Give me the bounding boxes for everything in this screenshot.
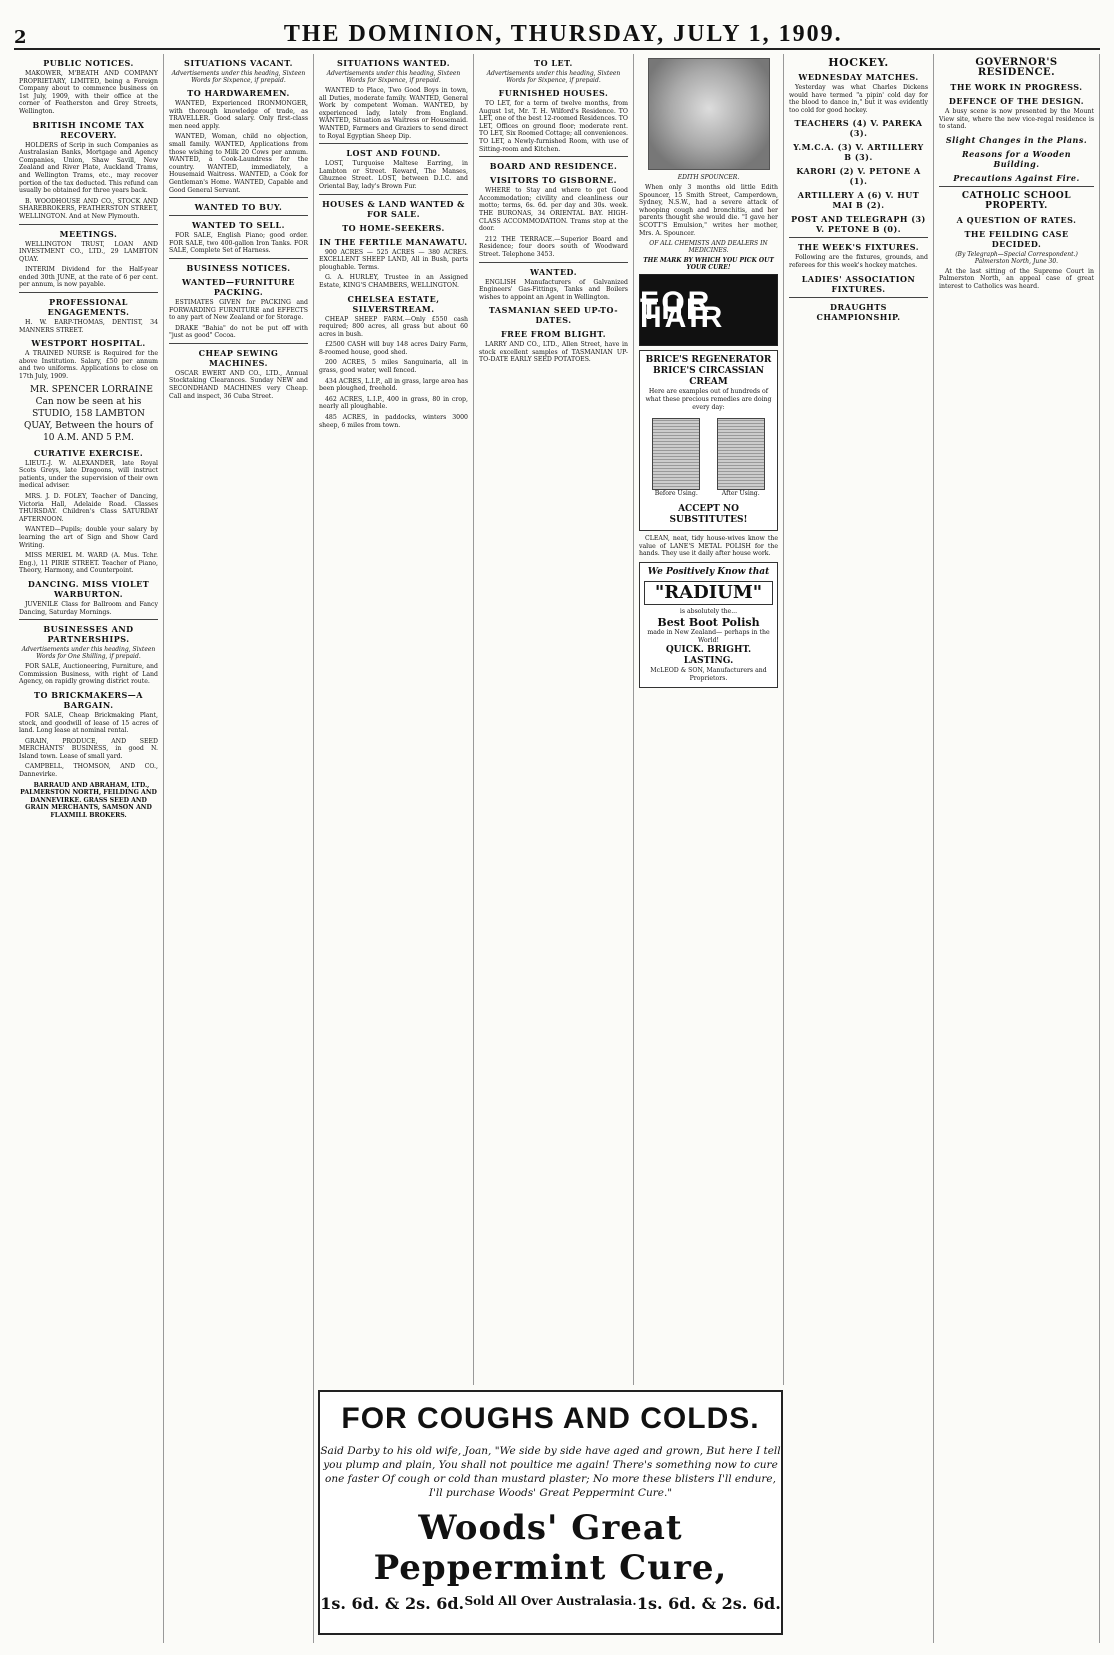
brice-sub: Here are examples out of hundreds of what these precious remedies are doing every day: — [645, 388, 772, 412]
brice-circassian: BRICE'S CIRCASSIAN CREAM — [653, 366, 764, 388]
heading-draughts: DRAUGHTS CHAMPIONSHIP. — [816, 301, 901, 322]
for-the-hair-banner: FOR THE HAIR — [639, 274, 778, 346]
before-face — [652, 418, 700, 490]
radium-line3: is absolutely the... — [679, 607, 738, 615]
heading-sewing: CHEAP SEWING MACHINES. — [198, 347, 279, 368]
heading-professional: PROFESSIONAL ENGAGEMENTS. — [47, 297, 130, 318]
heading-furnished: FURNISHED HOUSES. — [498, 88, 609, 98]
notice-acres: 900 ACRES — 525 ACRES — 380 ACRES. EXCELLENT SHEEP LAND, All in Bush, parts ploughable. Terms. — [319, 248, 468, 271]
price-right: 1s. 6d. & 2s. 6d. — [636, 1594, 781, 1613]
match-5: POST AND TELEGRAPH (3) V. PETONE B (0). — [791, 214, 926, 235]
notice-oscar: OSCAR EWERT AND CO., LTD., Annual Stocktaking Clearances. Sunday NEW and SECONDHAND MACHINES very Cheap. Call and inspect, 36 Cuba Street. — [169, 369, 308, 400]
heading-fixtures: THE WEEK'S FIXTURES. — [797, 242, 920, 253]
sold-all-over: Sold All Over Australasia. — [464, 1594, 637, 1608]
heading-visitors: VISITORS TO GISBORNE. — [490, 175, 617, 186]
column-adverts — [634, 54, 784, 1385]
column-public-notices — [14, 54, 164, 1643]
heading-defence: DEFENCE OF THE DESIGN. — [948, 96, 1085, 106]
heading-chelsea: CHELSEA ESTATE, SILVERSTREAM. — [347, 293, 440, 314]
heading-meetings: MEETINGS. — [59, 228, 118, 239]
edith-photo — [648, 58, 770, 170]
match-2: Y.M.C.A. (3) V. ARTILLERY B (3). — [793, 142, 924, 163]
scott-tag: OF ALL CHEMISTS AND DEALERS IN MEDICINES. — [649, 240, 768, 255]
heading-houses: HOUSES & LAND WANTED & FOR SALE. — [322, 198, 465, 219]
column-to-let — [474, 54, 634, 1385]
heading-homeseekers: TO HOME-SEEKERS. — [342, 222, 445, 233]
radium-ad — [639, 562, 778, 688]
heading-rates: A QUESTION OF RATES. — [956, 214, 1077, 225]
notice-wellington-trust: WELLINGTON TRUST, LOAN AND INVESTMENT CO., LTD., 29 LAMBTON QUAY. — [19, 240, 158, 263]
heading-lost-found: LOST AND FOUND. — [346, 148, 441, 159]
heading-wanted: WANTED. — [530, 266, 577, 277]
notice-dentist: H. W. EARP-THOMAS, DENTIST, 34 MANNERS STREET. — [19, 319, 158, 334]
business-sub: Advertisements under this heading, Sixteen Words for One Shilling, if prepaid. — [21, 646, 156, 661]
notice-brick: FOR SALE, Cheap Brickmaking Plant, stock, and goodwill of lease of 15 acres of land. Long lease at nominal rental. — [19, 711, 158, 735]
brice-ad — [639, 350, 778, 531]
notice-board: WHERE to Stay and where to get Good Accommodation; civility and cleanliness our motto; terms, 6s. 6d. per day and 30s. week. THE BURONAS, 34 ORIENTAL BAY. HIGH-CLASS ACCOMMODATION. Trams stop at the door. — [479, 187, 628, 233]
notice-grain: GRAIN, PRODUCE, AND SEED MERCHANTS' BUSINESS, in good N. Island town. Lease of small yard. — [19, 737, 158, 760]
notice-hurley: G. A. HURLEY, Trustee in an Assigned Estate, KING'S CHAMBERS, WELLINGTON. — [319, 274, 468, 289]
column-situations-wanted — [314, 54, 474, 1385]
heading-westport: WESTPORT HOSPITAL. — [31, 338, 146, 349]
accept-no-subs: ACCEPT NO SUBSTITUTES! — [669, 504, 748, 526]
notice-462: 462 ACRES, L.I.P., 400 in grass, 80 in crop, nearly all ploughable. — [319, 395, 468, 411]
heading-catholic: CATHOLIC SCHOOL PROPERTY. — [961, 190, 1072, 211]
heading-brickmakers: TO BRICKMAKERS—A BARGAIN. — [34, 689, 143, 710]
woods-brand: Woods' Great Peppermint Cure, — [373, 1508, 728, 1588]
notice-ironmonger: WANTED, Experienced IRONMONGER, with thorough knowledge of trade, as TRAVELLER. Good salary. Only first-class men need apply. — [169, 100, 308, 130]
notice-485: 485 ACRES, in paddocks, winters 3000 sheep, 6 miles from town. — [319, 414, 468, 429]
rates-text: At the last sitting of the Supreme Court in Palmerston North, an appeal case of great interest to Catholics was heard. — [939, 267, 1094, 290]
heading-furniture: WANTED—FURNITURE PACKING. — [181, 276, 295, 297]
coughs-title: FOR COUGHS AND COLDS. — [341, 1402, 760, 1435]
correspondent-line: (By Telegraph—Special Correspondent.) Palmerston North, June 30. — [955, 250, 1078, 265]
notice-wanted-list: WANTED, Woman, child no objection, small family. WANTED, Applications from those wishing to Milk 20 Cows per annum. WANTED, a Cook-Laundress for the country. WANTED, immediately, a Housemaid Waitress. WANTED, a Cook for Gentleman's Home. WANTED, Capable and Good General Servant. — [169, 133, 308, 194]
masthead-title: THE DOMINION, THURSDAY, JULY 1, 1909. — [283, 21, 843, 47]
before-label: Before Using. — [654, 490, 698, 498]
radium-line5: made in New Zealand— perhaps in the World! — [647, 628, 770, 644]
heading-reasons: Reasons for a Wooden Building. — [961, 148, 1072, 169]
notice-for-sale: FOR SALE, Auctioneering, Furniture, and Commission Business, with right of Land Agency, on rapidly growing district route. — [19, 663, 158, 686]
notice-434: 434 ACRES, L.I.P., all in grass, large area has been ploughed, freehold. — [319, 377, 468, 393]
fixtures-text: Following are the fixtures, grounds, and referees for this week's hockey matches. — [789, 254, 928, 269]
page-number: 2 — [14, 27, 27, 48]
notice-makower: MAKOWER, M'BEATH AND COMPANY PROPRIETARY, LIMITED, being a Foreign Company about to commence business on 1st July, 1909, with their office at the corner of Featherston and Grey Streets, Wellington. — [19, 70, 158, 115]
notice-interim: INTERIM Dividend for the Half-year ended 30th JUNE, at the rate of 6 per cent. per annum, is now payable. — [19, 266, 158, 289]
notice-baldrick: DRAKE "Bahia" do not be put off with "just as good" Cocoa. — [169, 324, 308, 340]
heading-situations-vacant: SITUATIONS VACANT. — [184, 58, 293, 68]
heading-situations-wanted: SITUATIONS WANTED. — [337, 58, 450, 68]
lanes-ad: CLEAN, neat, tidy house-wives know the value of LANE'S METAL POLISH for the hands. They use it daily after house work. — [639, 535, 778, 558]
notice-2500: £2500 CASH will buy 148 acres Dairy Farm, 8-roomed house, good shed. — [319, 341, 468, 356]
notice-lost: LOST, Turquoise Maltese Earring, in Lambton or Street. Reward, The Manses, Ghuznee Street. LOST, between D.I.C. and Oriental Bay, lady's Brown Fur. — [319, 160, 468, 190]
heading-public-notices: PUBLIC NOTICES. — [43, 58, 134, 68]
scott-mark: THE MARK BY WHICH YOU PICK OUT YOUR CURE! — [643, 257, 774, 272]
heading-progress: THE WORK IN PROGRESS. — [950, 82, 1083, 92]
radium-name: "RADIUM" — [644, 581, 773, 605]
column-situations-vacant — [164, 54, 314, 1643]
let-sub: Advertisements under this heading, Sixteen Words for Sixpence, if prepaid. — [486, 70, 621, 84]
heading-businesses: BUSINESSES AND PARTNERSHIPS. — [43, 624, 134, 645]
notice-sell: FOR SALE, English Piano; good order. FOR SALE, two 400-gallon Iron Tanks. FOR SALE, Complete Set of Harness. — [169, 232, 308, 255]
heading-board: BOARD AND RESIDENCE. — [489, 161, 618, 172]
heading-to-let: TO LET. — [534, 58, 573, 68]
price-left: 1s. 6d. & 2s. 6d. — [320, 1594, 465, 1613]
heading-hardwaremen: TO HARDWAREMEN. — [187, 88, 290, 98]
notice-foley: MRS. J. D. FOLEY, Teacher of Dancing, Victoria Hall, Adelaide Road. Classes THURSDAY. Children's Class SATURDAY AFTERNOON. — [19, 493, 158, 523]
heading-precautions: Precautions Against Fire. — [953, 172, 1080, 183]
match-3: KARORI (2) V. PETONE A (1). — [796, 166, 921, 187]
scott-ad-text: When only 3 months old little Edith Spouncer, 15 Smith Street, Camperdown, Sydney, N.S.W., had a severe attack of whooping cough and bronchitis, and her parents thought she would die. "I gave her SCOTT'S Emulsion," writes her mother, Mrs. A. Spouncer. — [639, 184, 778, 237]
heading-hockey: HOCKEY. — [828, 56, 889, 69]
radium-maker: McLEOD & SON, Manufacturers and Proprietors. — [650, 666, 767, 682]
heading-wanted-buy: WANTED TO BUY. — [194, 202, 283, 213]
coughs-verse: Said Darby to his old wife, Joan, "We side by side have aged and grown, But here I tell you plump and plain, You shall not poultice me again! There's something now to cure one faster Of cough or cold than mustard plaster; No more these blisters I'll endure, I'll purchase Woods' Great Peppermint Cure." — [320, 1445, 781, 1499]
governor-text: A busy scene is now presented by the Mount View site, where the new vice-regal residence is to stand. — [939, 108, 1094, 131]
match-1: TEACHERS (4) V. PAREKA (3). — [794, 118, 923, 139]
after-face — [717, 418, 765, 490]
heading-governor: GOVERNOR'S RESIDENCE. — [975, 57, 1058, 78]
notice-campbell: CAMPBELL, THOMSON, AND CO., Dannevirke. — [19, 763, 158, 779]
after-label: After Using. — [721, 490, 760, 498]
notice-holders: HOLDERS of Scrip in such Companies as Australasian Banks, Mortgage and Agency Companies, Union, Shaw Savill, New Zealand and River Plate, Auckland Trams, and Wellington Trams, etc., may recover portion of the tax deducted. This refund can usually be obtained for three years back. — [19, 141, 158, 195]
notice-barraud: BARRAUD AND ABRAHAM, LTD., PALMERSTON NORTH, FEILDING AND DANNEVIRKE. GRASS SEED AND GRAIN MERCHANTS, SAMSON AND FLAXMILL BROKERS. — [20, 781, 157, 820]
notice-ward: MISS MERIEL M. WARD (A. Mus. Tchr. Eng.), 11 PIRIE STREET. Teacher of Piano, Theory, Harmony, and Counterpoint. — [19, 552, 158, 575]
notice-let: TO LET, for a term of twelve months, from August 1st, Mr. T. H. Wilford's Residence. TO LET, one of the best 12-roomed Residences. TO LET, Offices on ground floor; moderate rent. TO LET, Six Roomed Cottage; all conveniences. TO LET, a Newly-furnished Room, with use of Sitting-room and Kitchen. — [479, 100, 628, 153]
match-4: ARTILLERY A (6) V. HUT MAI B (2). — [797, 190, 920, 211]
notice-200: 200 ACRES, 5 miles Sanguinaria, all in grass, good water, well fenced. — [319, 359, 468, 375]
notice-seeds: LARRY AND CO., LTD., Allen Street, have in stock excellent samples of TASMANIAN UP-TO-DATE EARLY SEED POTATOES. — [479, 341, 628, 364]
heading-business-notices: BUSINESS NOTICES. — [186, 262, 291, 273]
photo-caption: EDITH SPOUNCER. — [677, 174, 740, 181]
woods-peppermint-ad — [318, 1390, 783, 1635]
heading-wednesday: WEDNESDAY MATCHES. — [798, 72, 919, 82]
heading-ladies: LADIES' ASSOCIATION FIXTURES. — [801, 273, 916, 294]
notice-juvenile: JUVENILE Class for Ballroom and Fancy Dancing, Saturday Mornings. — [19, 600, 158, 616]
heading-slight: Slight Changes in the Plans. — [945, 134, 1088, 145]
notice-cheap-sheep: CHEAP SHEEP FARM.—Only £550 cash required; 800 acres, all grass but about 60 acres in bush. — [319, 315, 468, 338]
vacant-sub: Advertisements under this heading, Sixteen Words for Sixpence, if prepaid. — [171, 70, 306, 84]
radium-line1: We Positively Know that — [647, 566, 770, 577]
notice-english: ENGLISH Manufacturers of Galvanized Engineers' Gas-Fittings, Tanks and Boilers wishes to appoint an Agent in Wellington. — [479, 278, 628, 301]
notice-pupils: WANTED—Pupils; double your salary by learning the art of Sign and Show Card Writing. — [19, 526, 158, 549]
notice-estimates: ESTIMATES GIVEN for PACKING and FORWARDING FURNITURE and EFFECTS to any part of New Zealand or for Storage. — [169, 298, 308, 322]
heading-curative: CURATIVE EXERCISE. — [33, 447, 144, 458]
notice-lieut: LIEUT.-J. W. ALEXANDER, late Royal Scots Greys, late Dragoons, will instruct patients, under the supervision of their own medical adviser. — [19, 459, 158, 490]
notice-wanted: WANTED to Place, Two Good Boys in town, all Duties, moderate family. WANTED, General Work by competent Woman. WANTED, by experienced lady, lately from England. WANTED, Situation as Waitress or Housemaid. WANTED, Farmers and Graziers to send direct to Royal Egyptian Sheep Dip. — [319, 87, 468, 140]
heading-wanted-sell: WANTED TO SELL. — [192, 220, 285, 231]
heading-british-tax: BRITISH INCOME TAX RECOVERY. — [32, 119, 145, 140]
notice-woodhouse: B. WOODHOUSE AND CO., STOCK AND SHAREBROKERS, FEATHERSTON STREET, WELLINGTON. And at New Plymouth. — [19, 197, 159, 220]
heading-manawatu: IN THE FERTILE MANAWATU. — [319, 236, 468, 247]
heading-free-blight: FREE FROM BLIGHT. — [501, 329, 606, 340]
masthead — [14, 18, 1100, 50]
heading-dancing: DANCING. MISS VIOLET WARBURTON. — [27, 578, 150, 599]
radium-best: Best Boot Polish — [657, 615, 760, 629]
notice-nurse: A TRAINED NURSE is Required for the above Institution. Salary, £50 per annum and two uniforms. Applications to close on 17th July, 1909. — [19, 350, 158, 381]
heading-tasmanian: TASMANIAN SEED UP-TO-DATES. — [488, 305, 619, 326]
hockey-intro: Yesterday was what Charles Dickens would have termed "a pipin' cold day for the blood to dance in," but it was evidently too cold for good hockey. — [789, 84, 928, 114]
brice-regenerator: BRICE'S REGENERATOR — [645, 355, 772, 366]
wanted-sub: Advertisements under this heading, Sixteen Words for Sixpence, if prepaid. — [326, 70, 461, 84]
column-hockey — [784, 54, 934, 1643]
column-governor — [934, 54, 1100, 1643]
radium-quick: QUICK. BRIGHT. LASTING. — [665, 644, 752, 666]
notice-spencer: MR. SPENCER LORRAINE Can now be seen at his STUDIO, 158 LAMBTON QUAY, Between the hours of 10 A.M. AND 5 P.M. — [23, 384, 154, 443]
notice-terrace: 212 THE TERRACE.—Superior Board and Residence; four doors south of Woodward Street. Telephone 3453. — [479, 235, 628, 258]
heading-feilding: THE FEILDING CASE DECIDED. — [964, 228, 1069, 249]
